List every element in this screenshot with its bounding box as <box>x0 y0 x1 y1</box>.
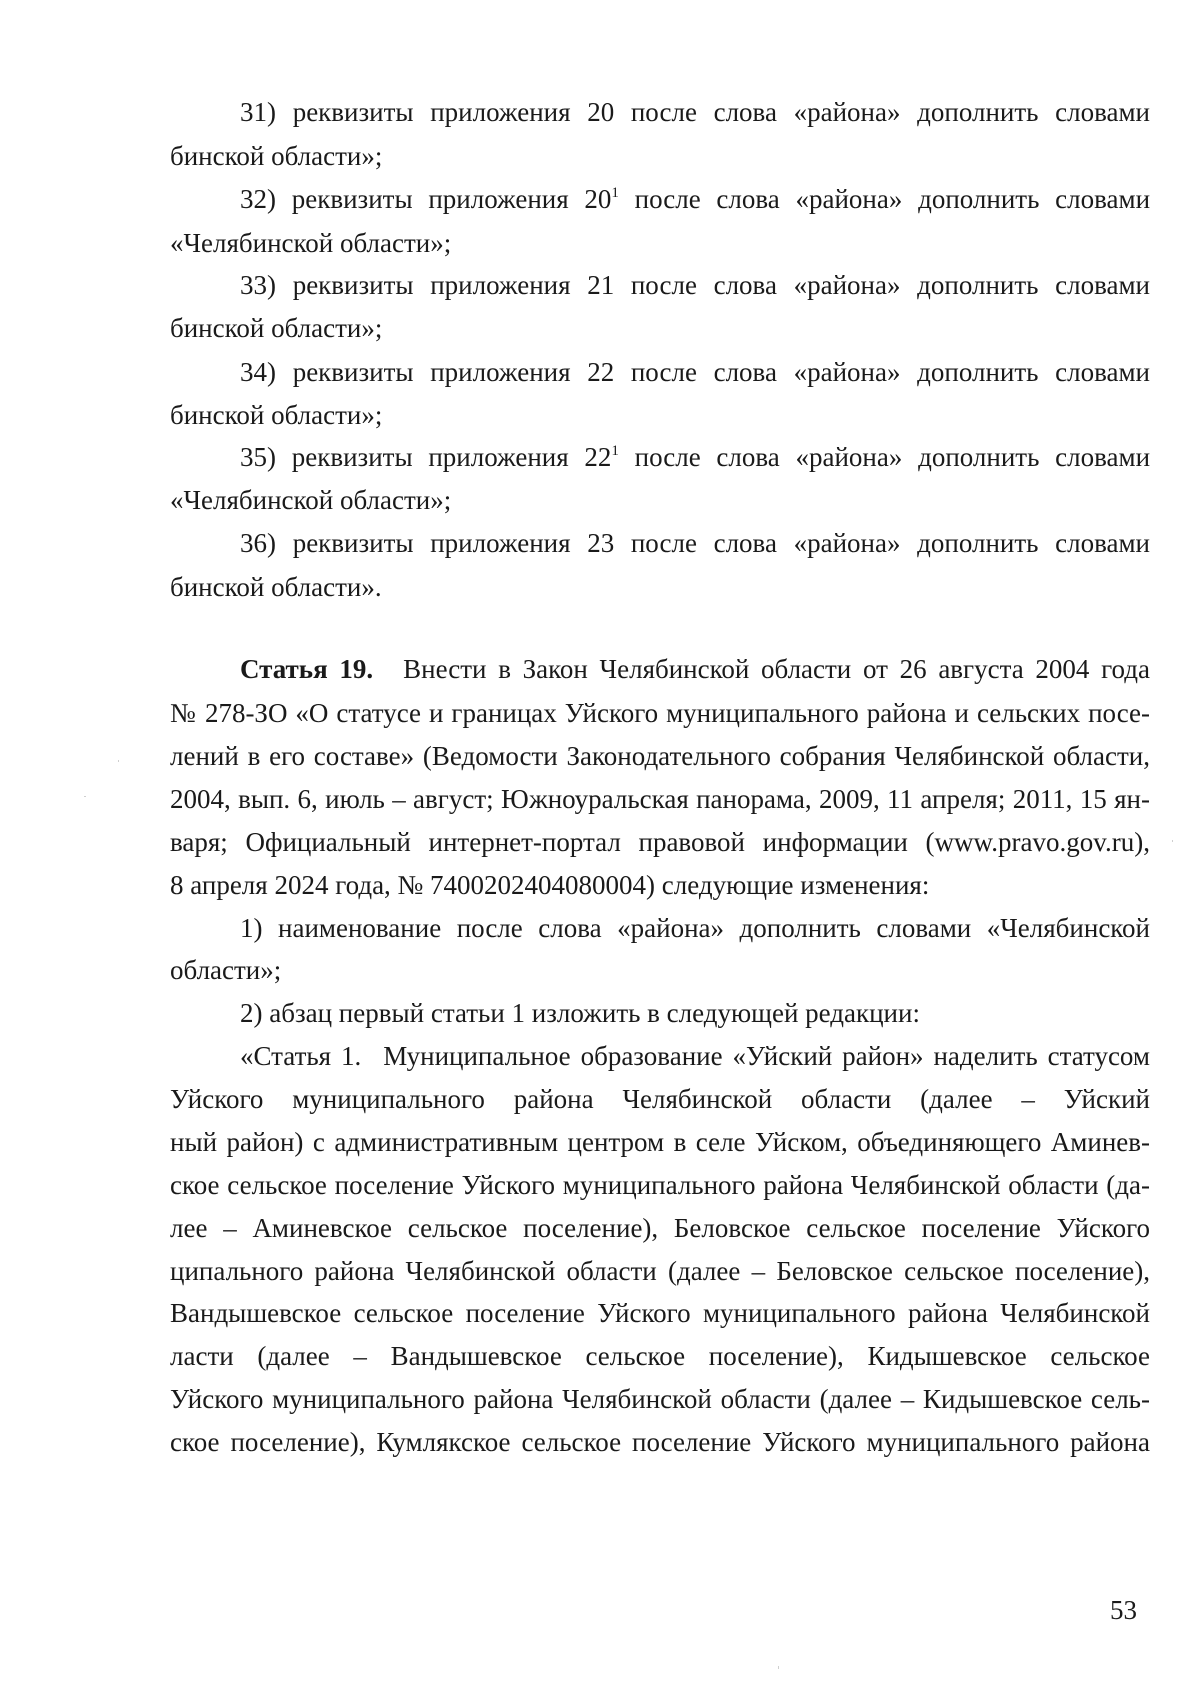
item-36-line-2: бинской области». <box>170 572 382 602</box>
quote-line-3: ный район) с административным центром в селе Уйском, объединяющего Аминев- <box>170 1127 1150 1157</box>
change-1-line-2: области»; <box>170 955 282 985</box>
scan-speck <box>1172 840 1173 842</box>
quote-line-2: Уйского муниципального района Челябинской области (далее – Уйский <box>170 1084 1150 1114</box>
quote-line-9: Уйского муниципального района Челябинской области (далее – Кидышевское сель- <box>170 1384 1150 1414</box>
quote-line-8: ласти (далее – Вандышевское сельское поселение), Кидышевское сельское <box>170 1341 1150 1371</box>
article-heading: Статья 19. <box>240 654 374 684</box>
item-31-line-2: бинской области»; <box>170 141 383 171</box>
quote-line-1: «Статья 1. Муниципальное образование «Уйский район» наделить статусом <box>240 1041 1150 1071</box>
item-31-line-1: 31) реквизиты приложения 20 после слова «района» дополнить словами <box>240 97 1150 127</box>
quote-line-10: ское поселение), Кумлякское сельское поселение Уйского муниципального района <box>170 1427 1150 1457</box>
article-19-line-2: № 278-ЗО «О статусе и границах Уйского муниципального района и сельских посе- <box>170 698 1150 728</box>
change-2-line: 2) абзац первый статьи 1 изложить в следующей редакции: <box>240 998 920 1028</box>
article-19-line-3: лений в его составе» (Ведомости Законодательного собрания Челябинской области, <box>170 741 1150 771</box>
quote-line-5: лее – Аминевское сельское поселение), Беловское сельское поселение Уйского <box>170 1213 1150 1243</box>
item-34-line-2: бинской области»; <box>170 400 383 430</box>
item-33-line-1: 33) реквизиты приложения 21 после слова «района» дополнить словами <box>240 270 1150 300</box>
item-33-line-2: бинской области»; <box>170 313 383 343</box>
item-35-line-1: 35) реквизиты приложения $22^1$ после слова «района» дополнить словами <box>240 442 1150 472</box>
scan-speck <box>118 760 119 762</box>
item-35-line-2: «Челябинской области»; <box>170 485 452 515</box>
page-number: 53 <box>1110 1595 1137 1625</box>
item-36-line-1: 36) реквизиты приложения 23 после слова «района» дополнить словами <box>240 528 1150 558</box>
scan-speck <box>84 796 86 797</box>
scan-speck <box>778 1666 779 1669</box>
change-1-line-1: 1) наименование после слова «района» дополнить словами «Челябинской <box>240 913 1150 943</box>
item-32-line-1: 32) реквизиты приложения $20^1$ после слова «района» дополнить словами <box>240 184 1150 214</box>
item-32-line-2: «Челябинской области»; <box>170 228 452 258</box>
article-19-line-5: варя; Официальный интернет-портал правовой информации (www.pravo.gov.ru), <box>170 827 1150 857</box>
quote-line-4: ское сельское поселение Уйского муниципального района Челябинской области (да- <box>170 1170 1150 1200</box>
article-19-line-1: Статья 19. Внести в Закон Челябинской области от 26 августа 2004 года <box>240 654 1150 684</box>
quote-line-6: ципального района Челябинской области (далее – Беловское сельское поселение), <box>170 1256 1150 1286</box>
article-19-line-6: 8 апреля 2024 года, № 7400202404080004) следующие изменения: <box>170 870 930 900</box>
quote-line-7: Вандышевское сельское поселение Уйского муниципального района Челябинской <box>170 1298 1150 1328</box>
item-34-line-1: 34) реквизиты приложения 22 после слова «района» дополнить словами <box>240 357 1150 387</box>
article-19-line-4: 2004, вып. 6, июль – август; Южноуральская панорама, 2009, 11 апреля; 2011, 15 ян- <box>170 784 1150 814</box>
